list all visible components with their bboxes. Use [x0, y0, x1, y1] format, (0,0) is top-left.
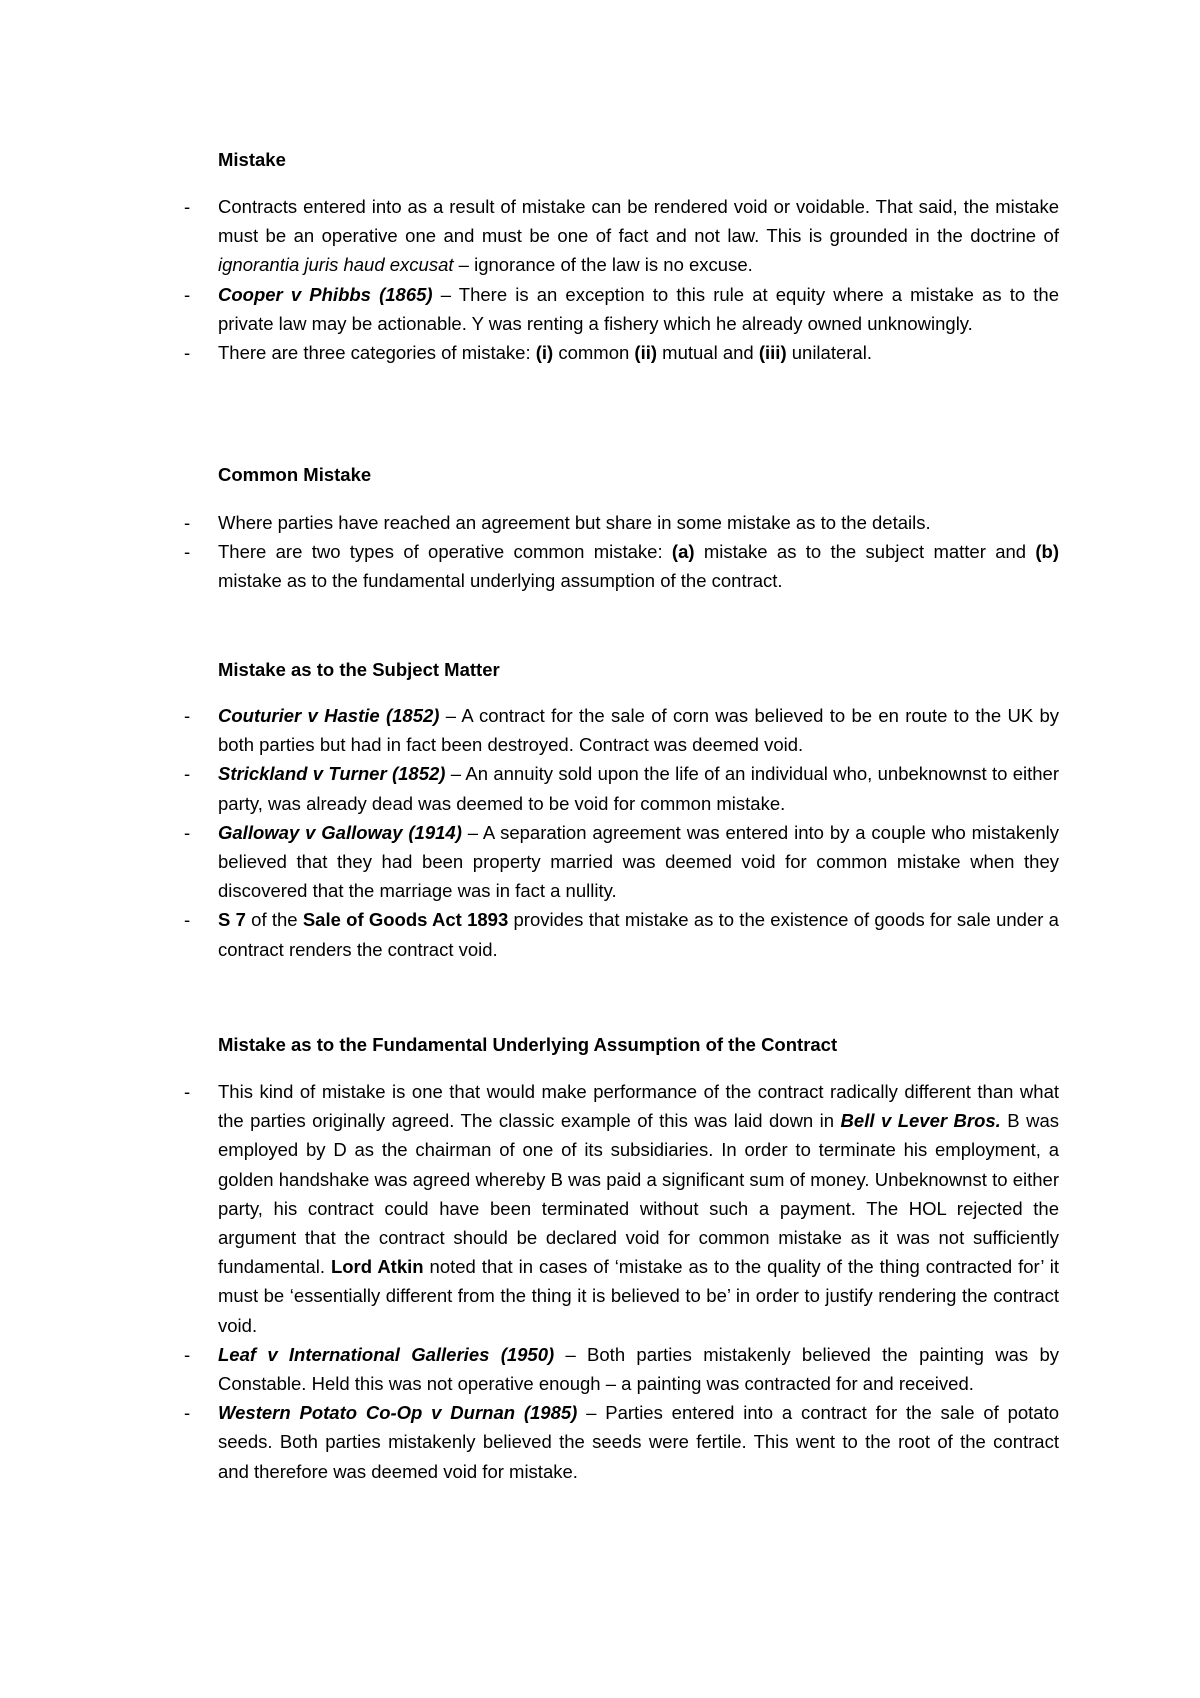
section-heading: Common Mistake: [218, 464, 372, 485]
list-item: [0, 1077, 1059, 1340]
text-run: – ignorance of the law is no excuse.: [453, 254, 753, 276]
text-run: noted that in cases of ‘mistake as to the quality of the thing contracted for’ it must be ‘essentially different from the thing it is believed to be’ in order to justify rendering the contract void.: [218, 1256, 1059, 1336]
bullet-dash: -: [184, 512, 191, 533]
bold-text-run: (a): [671, 541, 695, 563]
case-name: Strickland v Turner (1852): [218, 763, 446, 785]
text-run: unilateral.: [786, 342, 872, 364]
text-run: Where parties have reached an agreement but share in some mistake as to the details.: [218, 512, 931, 533]
text-run: mistake as to the subject matter and: [694, 541, 1036, 563]
list-item: [0, 701, 1059, 759]
list-item: [0, 905, 1059, 963]
bullet-dash: -: [184, 763, 191, 785]
bold-text-run: Sale of Goods Act 1893: [302, 909, 509, 931]
text-run: mistake as to the fundamental underlying assumption of the contract.: [218, 570, 783, 592]
bold-text-run: (iii): [758, 342, 787, 364]
bold-text-run: Lord Atkin: [330, 1256, 424, 1278]
case-name: Bell v Lever Bros.: [840, 1110, 1001, 1132]
list-item: [0, 537, 1059, 595]
bullet-dash: -: [184, 283, 191, 305]
text-run: – Both parties mistakenly believed the painting was by Constable. Held this was not operative enough – a painting was contracted for and received.: [218, 1343, 1059, 1395]
text-run: – A contract for the sale of corn was believed to be en route to the UK by both parties but had in fact been destroyed. Contract was deemed void.: [218, 705, 1059, 756]
text-run: common: [553, 342, 635, 364]
case-name: Cooper v Phibbs (1865): [218, 283, 433, 305]
bullet-dash: -: [184, 1081, 191, 1102]
list-item: [0, 280, 1059, 338]
bullet-dash: -: [184, 342, 191, 364]
text-run: of the: [245, 909, 303, 931]
bullet-dash: -: [184, 196, 191, 217]
bold-text-run: (i): [535, 342, 554, 364]
bold-text-run: (ii): [634, 342, 658, 364]
list-item: [0, 1340, 1059, 1398]
text-run: There are three categories of mistake:: [218, 342, 536, 364]
text-run: – Parties entered into a contract for the sale of potato seeds. Both parties mistakenly believed the seeds were fertile. This went to the root of the contract and therefore was deemed void for mistake.: [218, 1402, 1060, 1482]
text-run: Contracts entered into as a result of mistake can be rendered void or voidable. That said, the mistake must be an operative one and must be one of fact and not law. This is grounded in the doctrine of: [218, 196, 1059, 247]
list-item: [0, 1398, 1059, 1486]
bold-text-run: S 7: [218, 909, 246, 931]
text-run: – A separation agreement was entered into by a couple who mistakenly believed that they had been property married was deemed void for common mistake when they discovered that the marriage was in fact a nullity.: [218, 821, 1060, 902]
italic-text-run: ignorantia juris haud excusat: [218, 254, 454, 276]
text-run: B was employed by D as the chairman of one of its subsidiaries. In order to terminate his employment, a golden handshake was agreed whereby B was paid a significant sum of money. Unbeknownst to either party, his contract could have been terminated without such a payment. The HOL rejected the argument that the contract should be declared void for common mistake as it was not sufficiently fundamental.: [218, 1110, 1059, 1278]
text-run: This kind of mistake is one that would make performance of the contract radically different than what the parties originally agreed. The classic example of this was laid down in: [218, 1081, 1059, 1132]
bullet-list: [0, 701, 1200, 964]
text-run: There are two types of operative common mistake:: [218, 541, 672, 563]
bullet-dash: -: [184, 1343, 191, 1365]
case-name: Western Potato Co-Op v Durnan (1985): [218, 1402, 578, 1424]
bullet-dash: -: [184, 705, 191, 726]
list-item: [0, 818, 1059, 906]
list-item: [0, 192, 1059, 280]
bullet-dash: -: [184, 1402, 191, 1424]
bullet-dash: -: [184, 541, 191, 563]
bullet-dash: -: [184, 821, 191, 843]
bullet-list: [0, 192, 1200, 367]
text-run: – There is an exception to this rule at equity where a mistake as to the private law may be actionable. Y was renting a fishery which he already owned unknowingly.: [218, 283, 1059, 334]
bullet-dash: -: [184, 909, 191, 931]
list-item: [0, 508, 1059, 537]
section-heading: Mistake as to the Fundamental Underlying Assumption of the Contract: [218, 1034, 838, 1055]
case-name: Galloway v Galloway (1914): [218, 821, 462, 843]
case-name: Couturier v Hastie (1852): [218, 705, 440, 726]
text-run: – An annuity sold upon the life of an individual who, unbeknownst to either party, was already dead was deemed to be void for common mistake.: [218, 763, 1059, 814]
text-run: mutual and: [657, 342, 759, 364]
list-item: [0, 338, 1059, 367]
bullet-list: [0, 1077, 1200, 1486]
section-heading: Mistake as to the Subject Matter: [218, 659, 500, 680]
text-run: provides that mistake as to the existence of goods for sale under a contract renders the contract void.: [218, 909, 1059, 960]
bold-text-run: (b): [1035, 541, 1059, 563]
list-item: [0, 759, 1059, 817]
section-heading: Mistake: [218, 149, 286, 170]
case-name: Leaf v International Galleries (1950): [218, 1343, 555, 1365]
bullet-list: [0, 508, 1200, 596]
